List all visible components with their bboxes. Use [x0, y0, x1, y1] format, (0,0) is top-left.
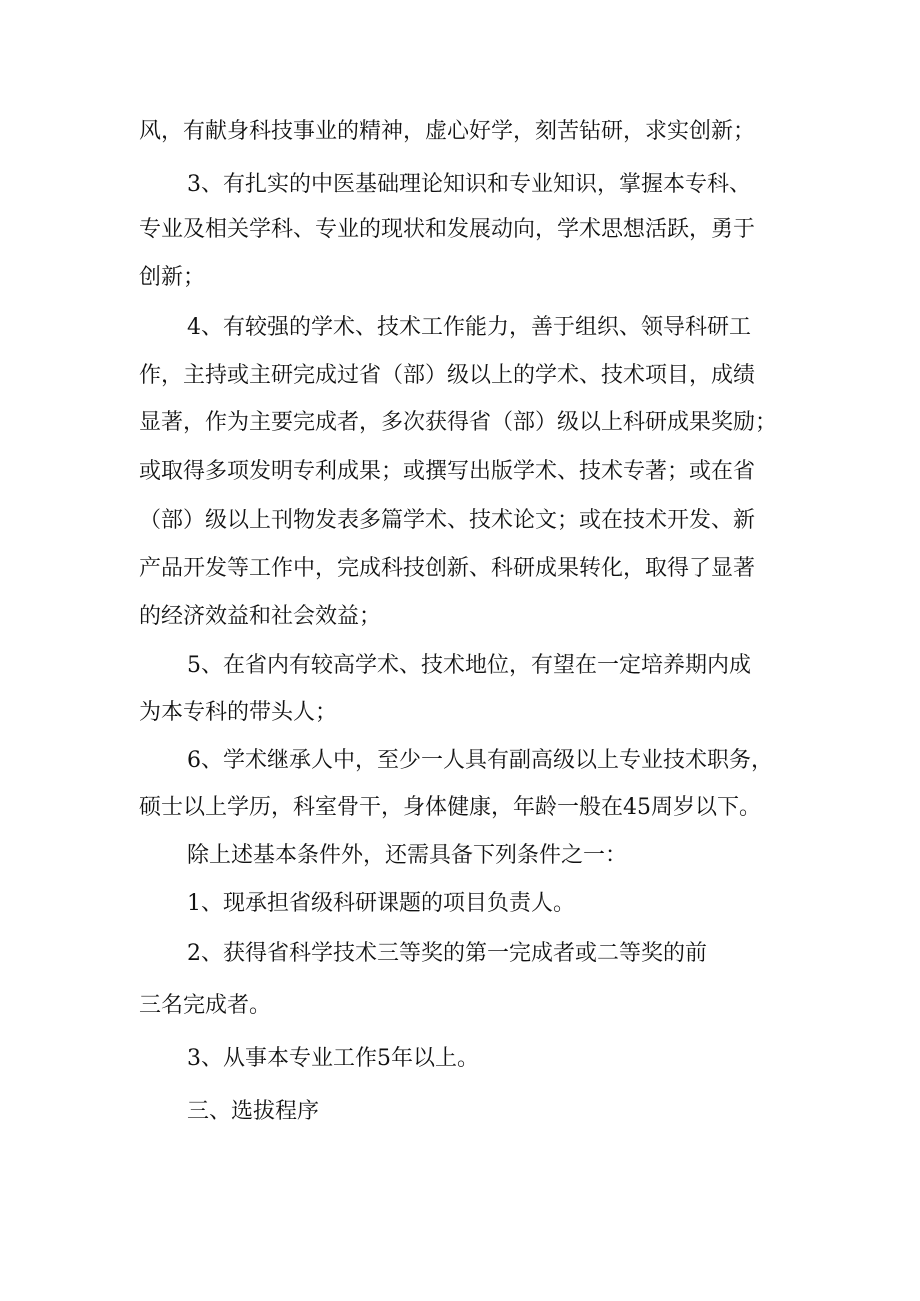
text-line: 专业及相关学科、专业的现状和发展动向，学术思想活跃，勇于: [139, 217, 756, 242]
text-line: 三名完成者。: [139, 993, 272, 1018]
text-line: 1、现承担省级科研课题的项目负责人。: [187, 891, 575, 916]
section-heading: 三、选拔程序: [187, 1099, 320, 1124]
text-line: 5、在省内有较高学术、技术地位，有望在一定培养期内成: [187, 653, 751, 678]
text-line: 作，主持或主研完成过省（部）级以上的学术、技术项目，成绩: [139, 363, 756, 388]
text-line: 3、有扎实的中医基础理论知识和专业知识，掌握本专科、: [187, 172, 751, 197]
text-line: 4、有较强的学术、技术工作能力，善于组织、领导科研工: [187, 315, 751, 340]
text-line: 2、获得省科学技术三等奖的第一完成者或二等奖的前: [187, 941, 707, 966]
text-line: （部）级以上刊物发表多篇学术、技术论文；或在技术开发、新: [139, 508, 756, 533]
text-line: 风，有献身科技事业的精神，虚心好学，刻苦钻研，求实创新；: [139, 119, 756, 144]
text-line: 产品开发等工作中，完成科技创新、科研成果转化，取得了显著: [139, 556, 756, 581]
text-line: 为本专科的带头人；: [139, 700, 338, 725]
text-line: 显著，作为主要完成者，多次获得省（部）级以上科研成果奖励；: [139, 410, 778, 435]
text-line: 的经济效益和社会效益；: [139, 604, 382, 629]
text-line: 除上述基本条件外，还需具备下列条件之一：: [187, 843, 628, 868]
text-line: 3、从事本专业工作5年以上。: [187, 1046, 479, 1071]
text-line: 或取得多项发明专利成果；或撰写出版学术、技术专著；或在省: [139, 459, 756, 484]
text-line: 硕士以上学历，科室骨干，身体健康，年龄一般在45周岁以下。: [139, 795, 761, 820]
text-line: 6、学术继承人中，至少一人具有副高级以上专业技术职务，: [187, 748, 773, 773]
text-line: 创新；: [139, 265, 206, 290]
